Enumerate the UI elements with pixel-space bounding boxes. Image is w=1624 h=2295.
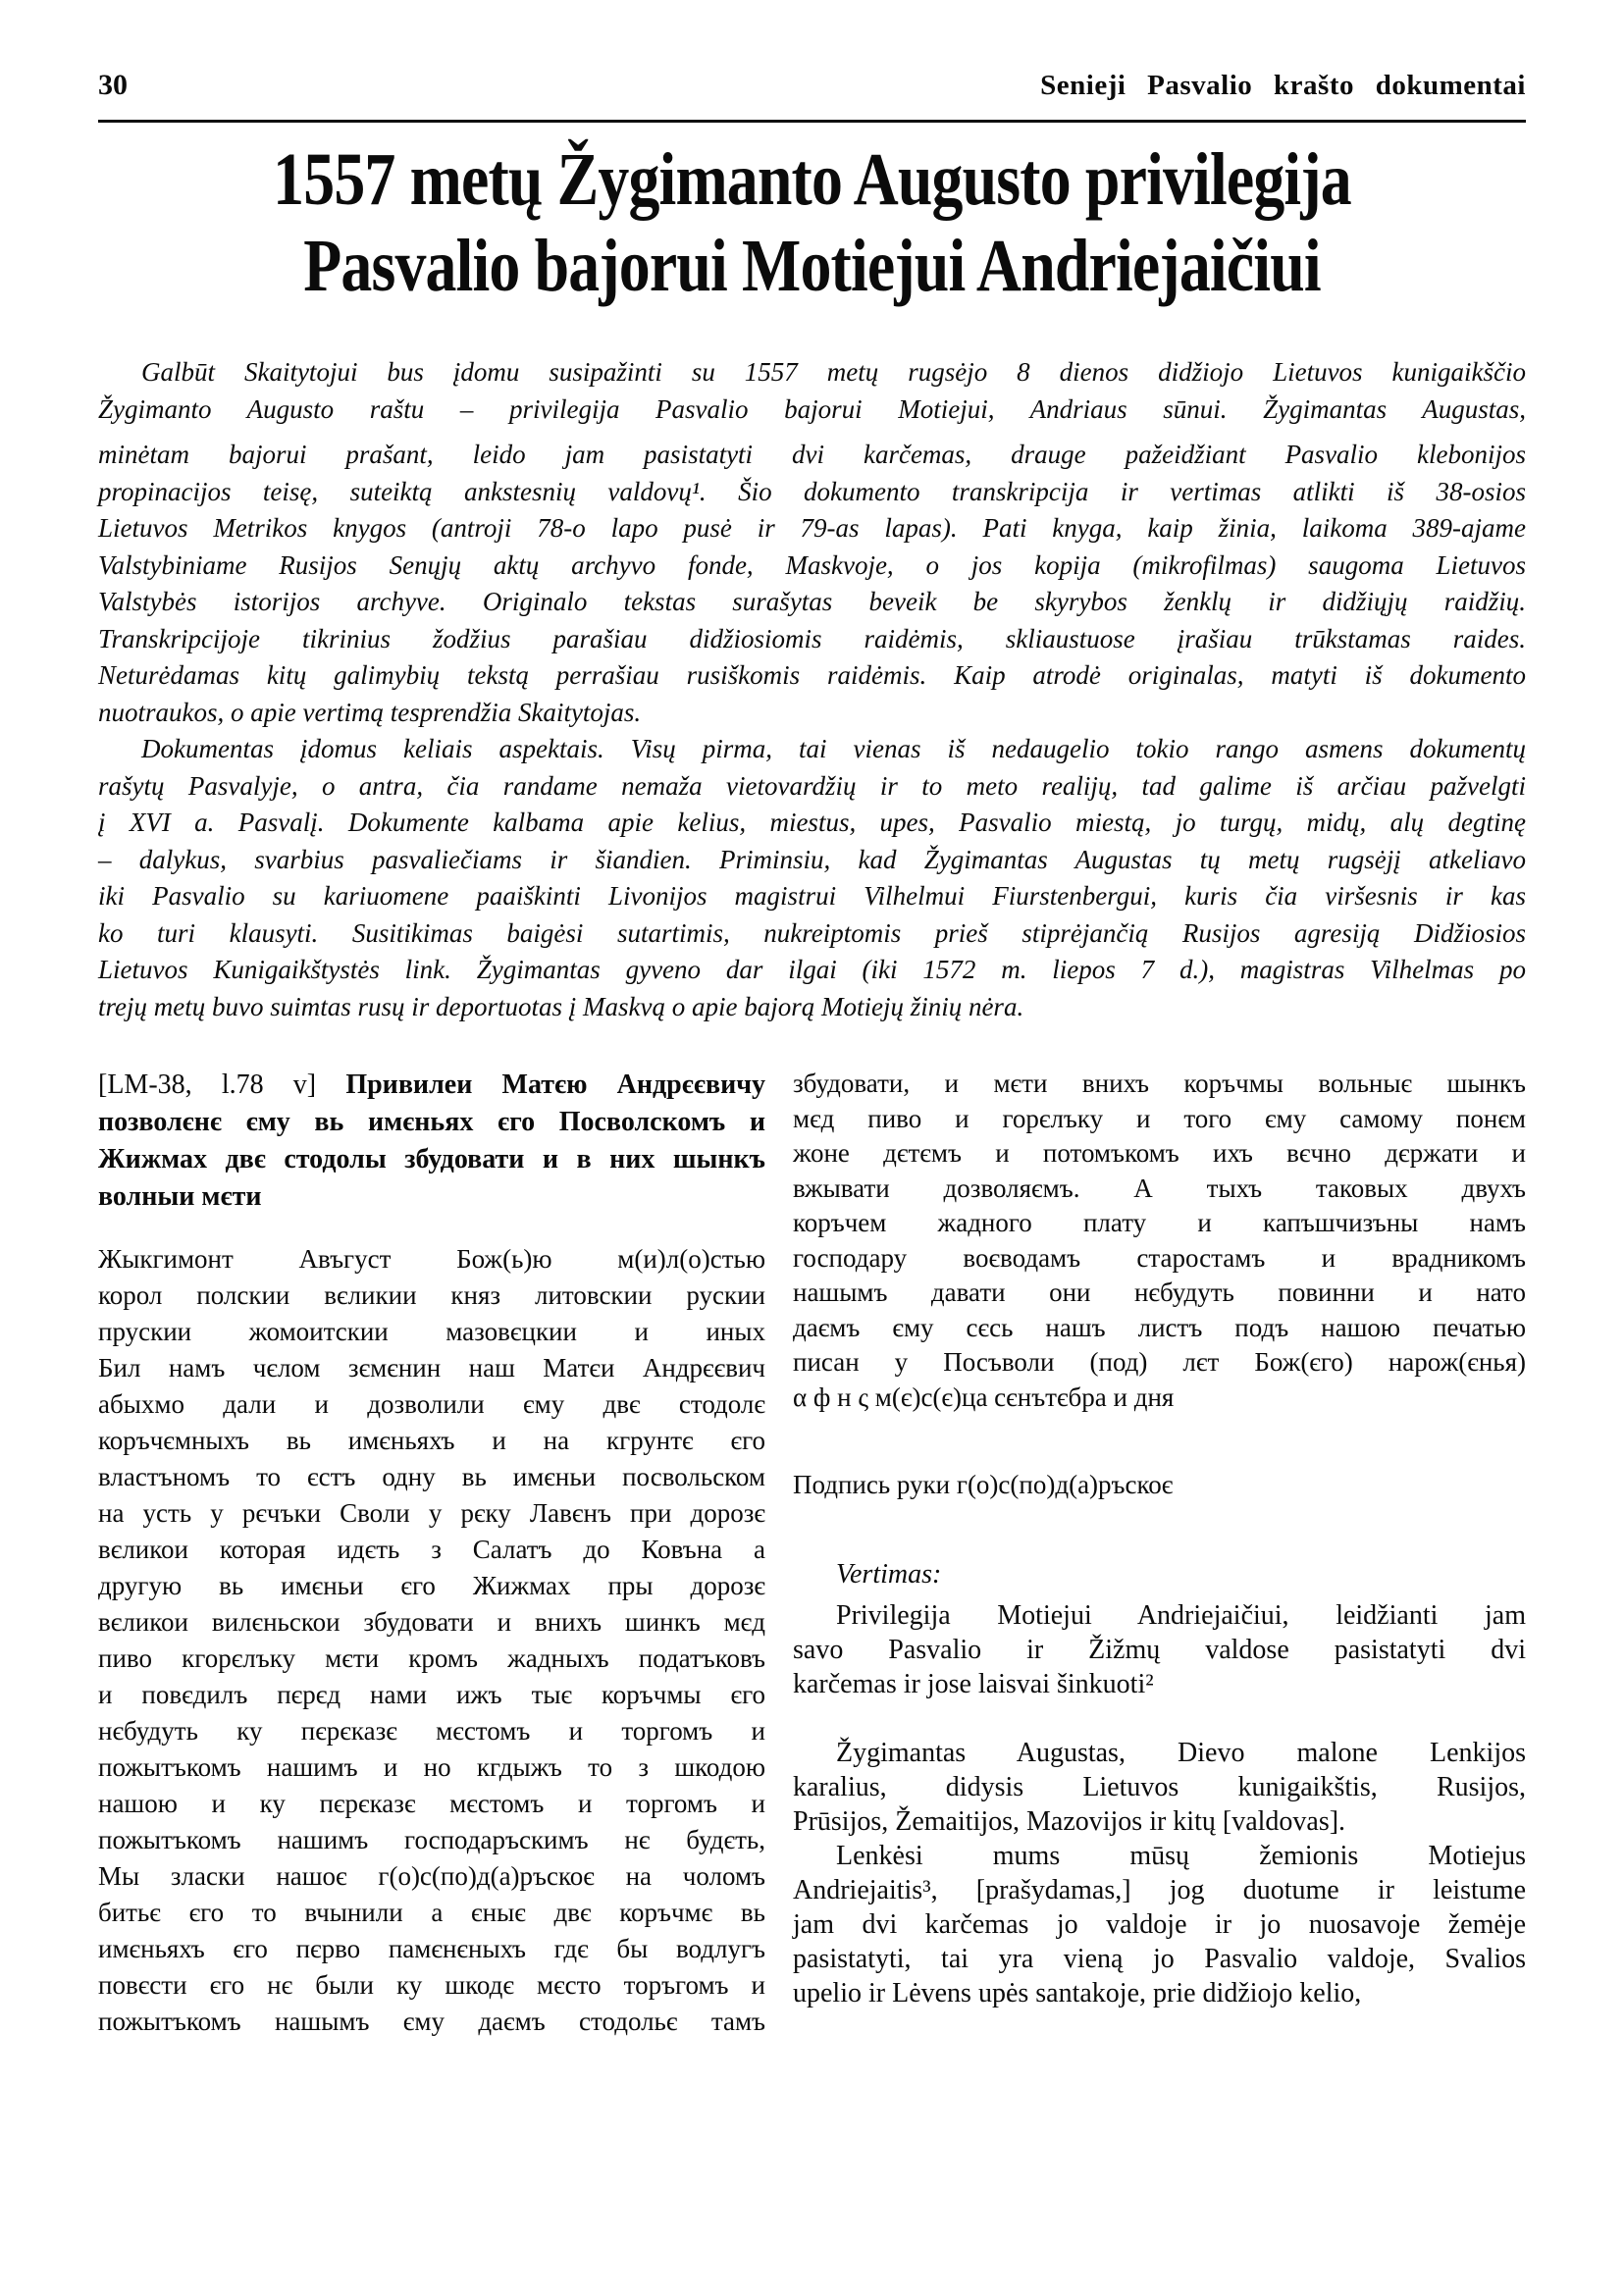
text-line: Lietuvos Kunigaikštystės link. Žygimantas gyveno dar ilgai (iki 1572 m. liepos 7 d.), magistras Vilhelmas po — [98, 955, 1526, 984]
vertimas-label: Vertimas: — [836, 1559, 942, 1590]
text-line: нашою и ку пєрєказє мєстомъ и торгомъ и — [98, 1789, 765, 1818]
text-line: прускии жомоитскии мазовєцкии и иных — [98, 1317, 765, 1346]
transcription-heading — [98, 1067, 765, 1216]
running-title: Senieji Pasvalio krašto dokumentai — [1040, 70, 1526, 101]
intro-paragraph-1 — [98, 354, 1526, 731]
text-line: абыхмо дали и дозволили єму двє стодолє — [98, 1389, 765, 1419]
text-line: пиво кгорєлъку мєти кромъ жадныхъ податъковъ — [98, 1643, 765, 1673]
text-line: збудовати, и мєти внихъ коръчмы вольныє шынкъ — [793, 1069, 1526, 1098]
text-line: Жижмах двє стодолы збудовати и в них шынкъ — [98, 1144, 765, 1174]
text-line: į XVI a. Pasvalį. Dokumente kalbama apie kelius, miestus, upes, Pasvalio miestą, jo turgų, midų, alų degtinę — [98, 808, 1526, 837]
text-line: волныи мєти — [98, 1181, 262, 1212]
two-column-section — [98, 1067, 1526, 2040]
transcription-body-continued — [793, 1067, 1526, 1415]
text-line: Мы зласки нашоє г(о)с(по)д(а)ръскоє на чоломъ — [98, 1861, 765, 1891]
text-line: пожытъкомъ нашимъ господаръскимъ нє будєть, — [98, 1825, 765, 1854]
text-line: Žygimantas Augustas, Dievo malone Lenkijos — [836, 1738, 1526, 1768]
text-line: rašytų Pasvalyje, o antra, čia randame nemaža vietovardžių ir to meto realijų, tad galime iš arčiau pažvelgti — [98, 770, 1526, 801]
text-line: Prūsijos, Žemaitijos, Mazovijos ir kitų [valdovas]. — [793, 1806, 1346, 1837]
text-line: Žygimanto Augusto raštu – privilegija Pasvalio bajorui Motiejui, Andriaus sūnui. Žygimantas Augustas, — [98, 393, 1526, 424]
text-line: на усть у рєчъки Своли у рєку Лавєнъ при дорозє — [98, 1498, 765, 1528]
text-line: вжывати дозволяємъ. А тыхъ таковых двухъ — [793, 1173, 1526, 1203]
text-line: – dalykus, svarbius pasvaliečiams ir šiandien. Priminsiu, kad Žygimantas Augustas tų metų rugsėjį atkeliavo — [98, 844, 1526, 874]
text-line: мєд пиво и горєлъку и того єму самому понєм — [793, 1103, 1526, 1133]
transcription-body — [98, 1241, 765, 2040]
text-line: Andriejaitis³, [prašydamas,] jog duotume ir leistume — [793, 1875, 1526, 1905]
text-line: писан у Посъволи (под) лєт Бож(єго) нарож(єнья) — [793, 1347, 1526, 1377]
text-line: вєликои вилєньскои збудовати и внихъ шинкъ мєд — [98, 1607, 765, 1637]
text-line: α ф н ς м(є)с(є)ца сєнътєбра и дня — [793, 1382, 1175, 1412]
text-line: имєньяхъ єго пєрво памєнєныхъ гдє бы водлугъ — [98, 1934, 765, 1963]
text-line: Жыкгимонт Авъгуст Бож(ь)ю м(и)л(о)стью — [98, 1244, 765, 1274]
text-line: властъномъ то єстъ одну вь имєньи посвольском — [98, 1462, 765, 1491]
text-line: Lenkėsi mums mūsų žemionis Motiejus — [836, 1841, 1526, 1871]
signature-line: Подпись руки г(о)с(по)д(а)ръскоє — [793, 1470, 1174, 1499]
transcription-column — [98, 1067, 765, 2040]
text-line: nuotraukos, o apie vertimą tesprendžia Skaitytojas. — [98, 697, 642, 727]
text-line: Neturėdamas kitų galimybių tekstą perrašiau rusiškomis raidėmis. Kaip atrodė originalas, matyti iš dokumento — [98, 660, 1526, 690]
intro-paragraph-2 — [98, 731, 1526, 1025]
text-line: вєликои которая идєть з Салатъ до Ковъна а — [98, 1535, 765, 1564]
text-line: пожытъкомъ нашымъ єму даємъ стодольє тамъ — [98, 2007, 765, 2036]
text-line: upelio ir Lėvens upės santakoje, prie didžiojo kelio, — [793, 1978, 1362, 2008]
header-divider-rule — [98, 120, 1526, 123]
text-line: Lietuvos Metrikos knygos (antroji 78-o lapo pusė ir 79-as lapas). Pati knyga, kaip žinia, laikoma 389-ajame — [98, 513, 1526, 543]
text-line: коръчем жадного плату и капъшчизъны намъ — [793, 1208, 1526, 1237]
text-line: Transkripcijoje tikrinius žodžius parašiau didžiosiomis raidėmis, skliaustuose įrašiau trūkstamas raides. — [98, 623, 1526, 653]
text-line: karčemas ir jose laisvai šinkuoti² — [793, 1669, 1154, 1699]
intro-text — [98, 354, 1526, 1025]
text-line — [98, 1067, 765, 1104]
text-line: господару воєводамъ старостамъ и врадникомъ — [793, 1242, 1526, 1273]
text-line: ko turi klausyti. Susitikimas baigėsi sutartimis, nukreiptomis prieš stiprėjančią Rusijos agresiją Didžiosios — [98, 917, 1526, 948]
heading-text: Привилеи Матєю Андрєєвичу — [345, 1069, 765, 1100]
page-header — [98, 69, 1526, 102]
text-line: jam dvi karčemas jo valdoje ir jo nuosavoje žemėje — [793, 1909, 1526, 1940]
text-line: minėtam bajorui prašant, leido jam pasistatyti dvi karčemas, drauge pažeidžiant Pasvalio klebonijos — [98, 440, 1526, 469]
text-line: Valstybiniame Rusijos Senųjų aktų archyvo fonde, Maskvoje, o jos kopija (mikrofilmas) saugoma Lietuvos — [98, 549, 1526, 580]
text-line: битьє єго то вчынили а єныє двє коръчмє вь — [98, 1898, 765, 1927]
text-line: trejų metų buvo suimtas rusų ir deportuotas į Maskvą o apie bajorą Motiejų žinių nėra. — [98, 991, 1024, 1021]
page-number: 30 — [98, 69, 128, 101]
text-line: другую вь имєньи єго Жижмах пры дорозє — [98, 1571, 765, 1600]
text-line: жоне дєтємъ и потомъкомъ ихъ вєчно дєржати и — [793, 1138, 1526, 1168]
text-line: повєсти єго нє были ку шкодє мєсто торъгомъ и — [98, 1970, 765, 2000]
text-line: и повєдилъ пєрєд нами ижъ тыє коръчмы єго — [98, 1680, 765, 1709]
text-line: позволєнє єму вь имєньях єго Посволскомъ и — [98, 1107, 765, 1137]
continuation-column — [793, 1067, 1526, 2040]
translation-text — [793, 1598, 1526, 2010]
translation-paragraph-2 — [793, 1736, 1526, 1839]
translation-paragraph-3 — [793, 1839, 1526, 2010]
text-line: karalius, didysis Lietuvos kunigaikštis, Rusijos, — [793, 1772, 1526, 1802]
translation-paragraph-1 — [793, 1598, 1526, 1701]
document-title — [212, 136, 1411, 309]
text-line: Бил намъ чєлом зємєнин наш Матєи Андрєєвич — [98, 1353, 765, 1382]
document-title-line-1: 1557 metų Žygimanto Augusto privilegija — [273, 138, 1351, 221]
text-line: Valstybės istorijos archyve. Originalo tekstas surašytas beveik be skyrybos ženklų ir didžiųjų raidžių. — [98, 587, 1526, 616]
text-line: пожытъкомъ нашимъ и но кгдыжъ то з шкодою — [98, 1752, 765, 1782]
document-title-line-2: Pasvalio bajorui Motiejui Andriejaičiui — [303, 225, 1321, 307]
column-gutter — [765, 1067, 793, 2040]
text-line: нашымъ давати они нєбудуть повинни и нато — [793, 1278, 1526, 1307]
archive-reference: [LM-38, l.78 v] — [98, 1069, 317, 1100]
text-line: iki Pasvalio su kariuomene paaiškinti Livonijos magistrui Vilhelmui Fiurstenbergui, kuris čia viršesnis ir kas — [98, 881, 1526, 911]
text-line: savo Pasvalio ir Žižmų valdose pasistatyti dvi — [793, 1635, 1526, 1665]
text-line: Privilegija Motiejui Andriejaičiui, leidžianti jam — [836, 1600, 1526, 1631]
text-line: даємъ єму сєсь нашъ листъ подъ нашою печатью — [793, 1312, 1526, 1342]
paragraph-spacer — [793, 1701, 1526, 1736]
text-line: корол полскии вєликии княз литовскии рускии — [98, 1280, 765, 1310]
text-line: Galbūt Skaitytojui bus įdomu susipažinti su 1557 metų rugsėjo 8 dienos didžiojo Lietuvos kunigaikščio — [141, 357, 1526, 387]
text-line: propinacijos teisę, suteiktą ankstesnių valdovų¹. Šio dokumento transkripcija ir vertimas atlikti iš 38-osios — [98, 476, 1526, 506]
text-line: Dokumentas įdomus keliais aspektais. Visų pirma, tai vienas iš nedaugelio tokio rango asmens dokumentų — [141, 734, 1526, 763]
text-line: pasistatyti, tai yra vieną jo Pasvalio valdoje, Svalios — [793, 1944, 1526, 1974]
text-line: коръчємныхъ вь имєньяхъ и на кгрунтє єго — [98, 1426, 765, 1455]
text-line: нєбудуть ку пєрєказє мєстомъ и торгомъ и — [98, 1716, 765, 1746]
